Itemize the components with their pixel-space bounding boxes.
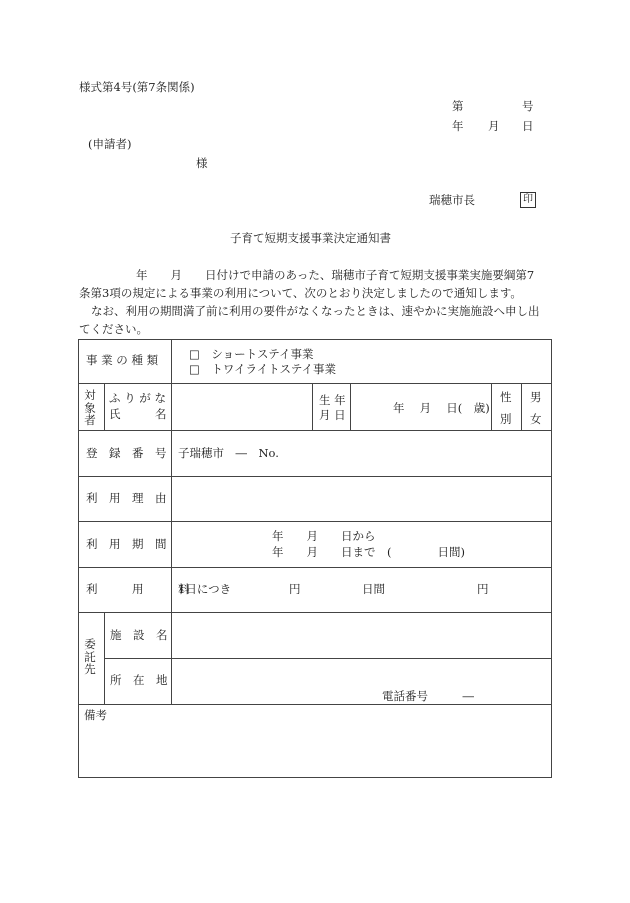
per-day-label: 1日につき xyxy=(178,582,232,596)
birthdate-field[interactable]: 年 月 日( 歳) xyxy=(393,401,490,415)
total-fee-unit: 円 xyxy=(477,582,489,596)
address-label: 所 在 地 xyxy=(110,673,168,687)
usage-reason-label: 利 用 理 由 xyxy=(86,491,167,505)
usage-fee-label: 利 用 料 xyxy=(86,582,190,596)
date-year: 年 xyxy=(452,119,464,133)
seal-box: 印 xyxy=(520,192,536,208)
birthdate-label-top: 生 年 xyxy=(319,393,346,407)
phone-number-field[interactable]: 電話番号 ― xyxy=(382,689,474,703)
document-number-suffix: 号 xyxy=(522,99,534,113)
days-label: 日間 xyxy=(362,582,385,596)
sex-label-top: 性 xyxy=(500,390,512,404)
mayor-name: 瑞穂市長 xyxy=(429,193,475,207)
usage-period-from[interactable]: 年 月 日から xyxy=(272,529,376,543)
applicant-label: (申請者) xyxy=(88,137,132,151)
birthdate-label-bottom: 月 日 xyxy=(319,408,346,422)
document-number-prefix: 第 xyxy=(452,99,464,113)
applicant-honorific: 様 xyxy=(196,156,208,170)
service-type-label: 事 業 の 種 類 xyxy=(86,353,159,367)
target-person-label: 対 象 者 xyxy=(84,388,96,427)
date-month: 月 xyxy=(488,119,500,133)
daily-fee-unit: 円 xyxy=(289,582,301,596)
name-label: 氏 名 xyxy=(109,407,167,421)
form-number: 様式第4号(第7条関係) xyxy=(79,80,195,94)
short-stay-checkbox[interactable]: □ ショートステイ事業 xyxy=(189,347,314,361)
sex-label-bottom: 別 xyxy=(500,412,512,426)
registration-number-value[interactable]: 子瑞穂市 ― No. xyxy=(178,446,279,460)
sex-option-female[interactable]: 女 xyxy=(530,412,542,426)
usage-period-to[interactable]: 年 月 日まで ( 日間) xyxy=(272,545,465,559)
document-title: 子育て短期支援事業決定通知書 xyxy=(230,231,391,245)
decision-form-table xyxy=(78,339,552,778)
usage-period-label: 利 用 期 間 xyxy=(86,537,167,551)
date-day: 日 xyxy=(522,119,534,133)
body-line-4: てください。 xyxy=(79,322,148,336)
contractor-label: 委 託 先 xyxy=(84,637,96,676)
twilight-stay-checkbox[interactable]: □ トワイライトステイ事業 xyxy=(189,362,337,376)
registration-number-label: 登 録 番 号 xyxy=(86,446,167,460)
body-line-2: 条第3項の規定による事業の利用について、次のとおり決定しましたので通知します。 xyxy=(79,286,522,300)
body-line-3: なお、利用の期間満了前に利用の要件がなくなったときは、速やかに実施施設へ申し出 xyxy=(91,304,540,318)
facility-name-label: 施 設 名 xyxy=(110,628,168,642)
remarks-label: 備考 xyxy=(84,708,107,722)
body-line-1: 年 月 日付けで申請のあった、瑞穂市子育て短期支援事業実施要綱第7 xyxy=(136,268,535,282)
furigana-label: ふ り が な xyxy=(109,391,166,405)
sex-option-male[interactable]: 男 xyxy=(530,390,542,404)
